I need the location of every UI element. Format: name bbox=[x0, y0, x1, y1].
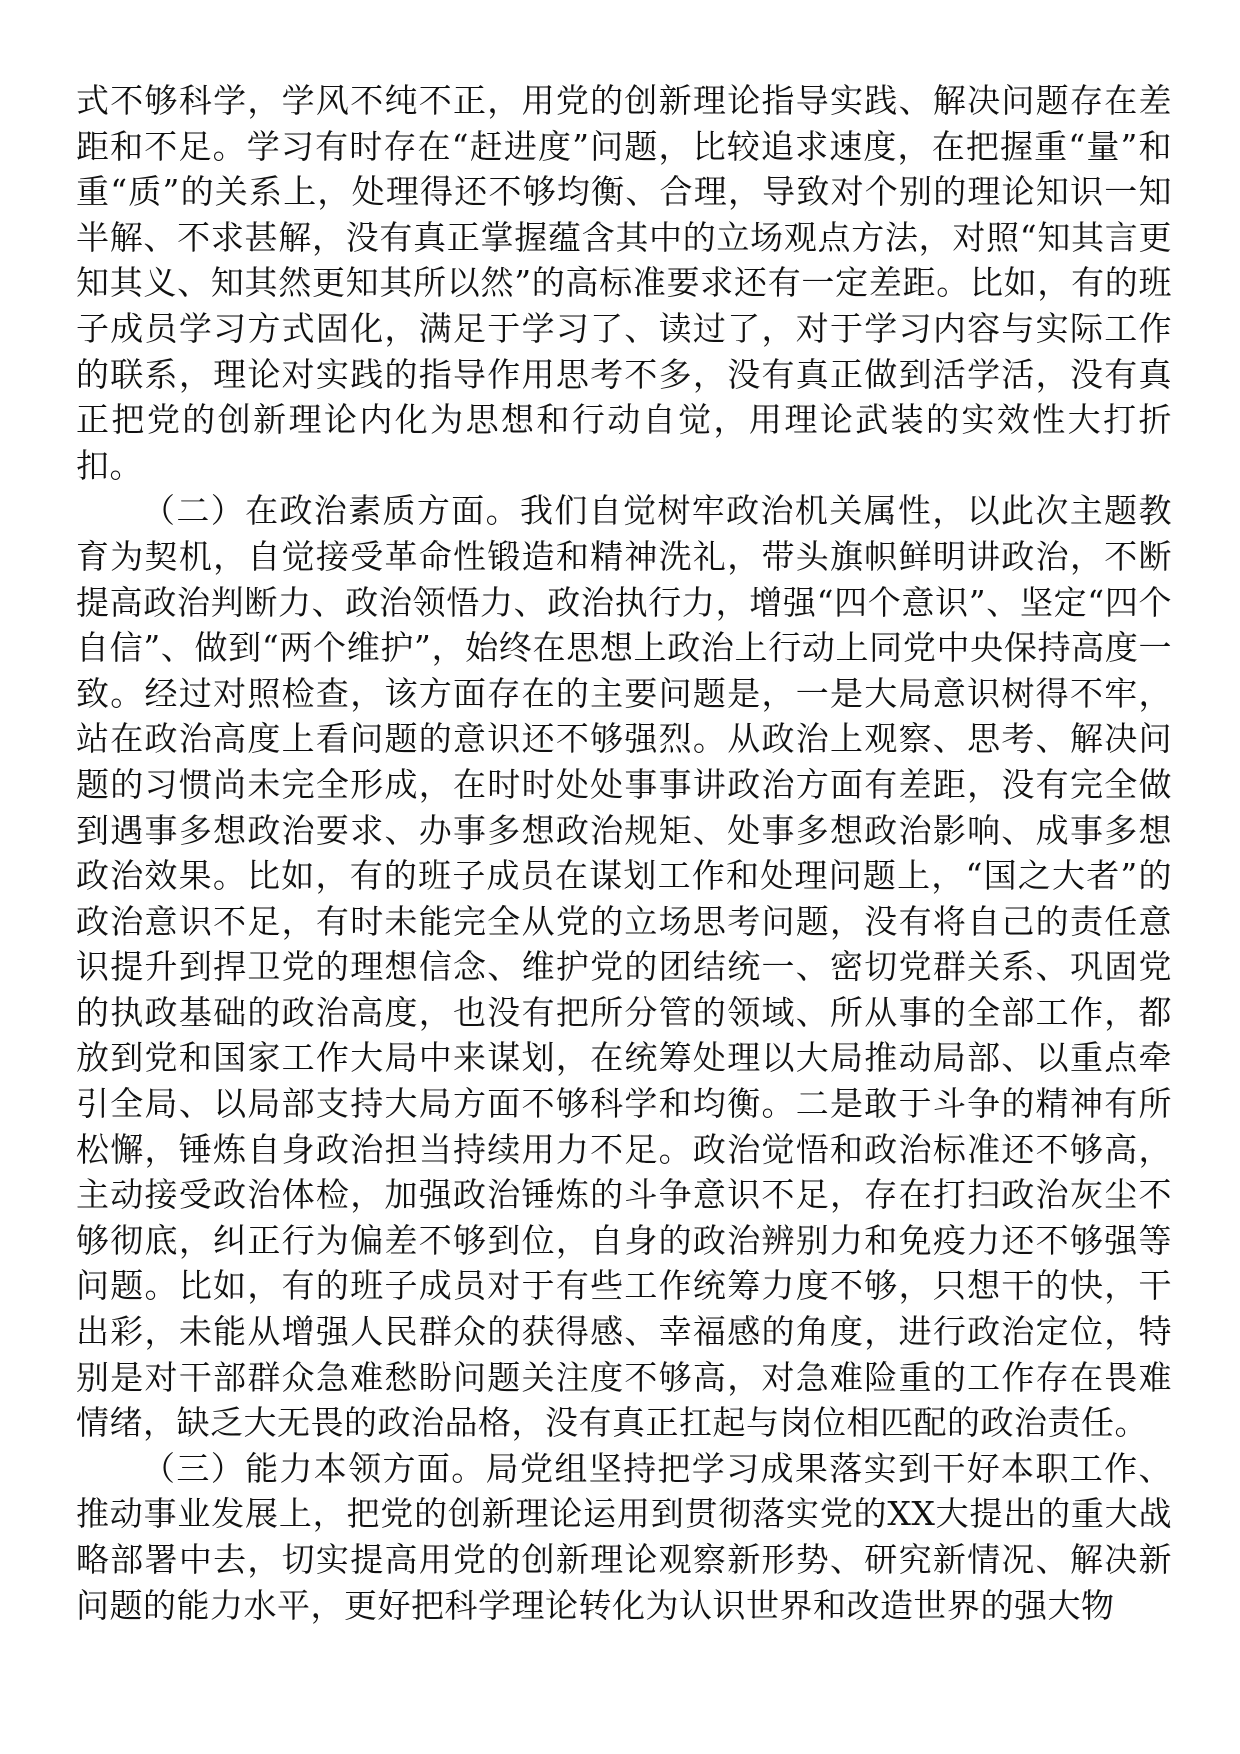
paragraph-political-quality: （二）在政治素质方面。我们自觉树牢政治机关属性，以此次主题教育为契机，自觉接受革命性锻造和精神洗礼，带头旗帜鲜明讲政治，不断提高政治判断力、政治领悟力、政治执行力，增强“四个意识”、坚定“四个自信”、做到“两个维护”，始终在思想上政治上行动上同党中央保持高度一致。经过对照检查，该方面存在的主要问题是，一是大局意识树得不牢，站在政治高度上看问题的意识还不够强烈。从政治上观察、思考、解决问题的习惯尚未完全形成，在时时处处事事讲政治方面有差距，没有完全做到遇事多想政治要求、办事多想政治规矩、处事多想政治影响、成事多想政治效果。比如，有的班子成员在谋划工作和处理问题上，“国之大者”的政治意识不足，有时未能完全从党的立场思考问题，没有将自己的责任意识提升到捍卫党的理想信念、维护党的团结统一、密切党群关系、巩固党的执政基础的政治高度，也没有把所分管的领域、所从事的全部工作，都放到党和国家工作大局中来谋划，在统筹处理以大局推动局部、以重点牵引全局、以局部支持大局方面不够科学和均衡。二是敢于斗争的精神有所松懈，锤炼自身政治担当持续用力不足。政治觉悟和政治标准还不够高，主动接受政治体检，加强政治锤炼的斗争意识不足，存在打扫政治灰尘不够彻底，纠正行为偏差不够到位，自身的政治辨别力和免疫力还不够强等问题。比如，有的班子成员对于有些工作统筹力度不够，只想干的快，干出彩，未能从增强人民群众的获得感、幸福感的角度，进行政治定位，特别是对干部群众急难愁盼问题关注度不够高，对急难险重的工作存在畏难情绪，缺乏大无畏的政治品格，没有真正扛起与岗位相匹配的政治责任。 bbox=[76, 491, 1172, 1443]
paragraph-ability-skills: （三）能力本领方面。局党组坚持把学习成果落实到干好本职工作、推动事业发展上，把党的创新理论运用到贯彻落实党的XX大提出的重大战略部署中去，切实提高用党的创新理论观察新形势、研究新情况、解决新问题的能力水平，更好把科学理论转化为认识世界和改造世界的强大物 bbox=[76, 1448, 1172, 1625]
paragraph-study-style: 式不够科学，学风不纯不正，用党的创新理论指导实践、解决问题存在差距和不足。学习有时存在“赶进度”问题，比较追求速度，在把握重“量”和重“质”的关系上，处理得还不够均衡、合理，导致对个别的理论知识一知半解、不求甚解，没有真正掌握蕴含其中的立场观点方法，对照“知其言更知其义、知其然更知其所以然”的高标准要求还有一定差距。比如，有的班子成员学习方式固化，满足于学习了、读过了，对于学习内容与实际工作的联系，理论对实践的指导作用思考不多，没有真正做到活学活，没有真正把党的创新理论内化为思想和行动自觉，用理论武装的实效性大打折扣。 bbox=[76, 81, 1172, 485]
document-page bbox=[76, 78, 1172, 1628]
